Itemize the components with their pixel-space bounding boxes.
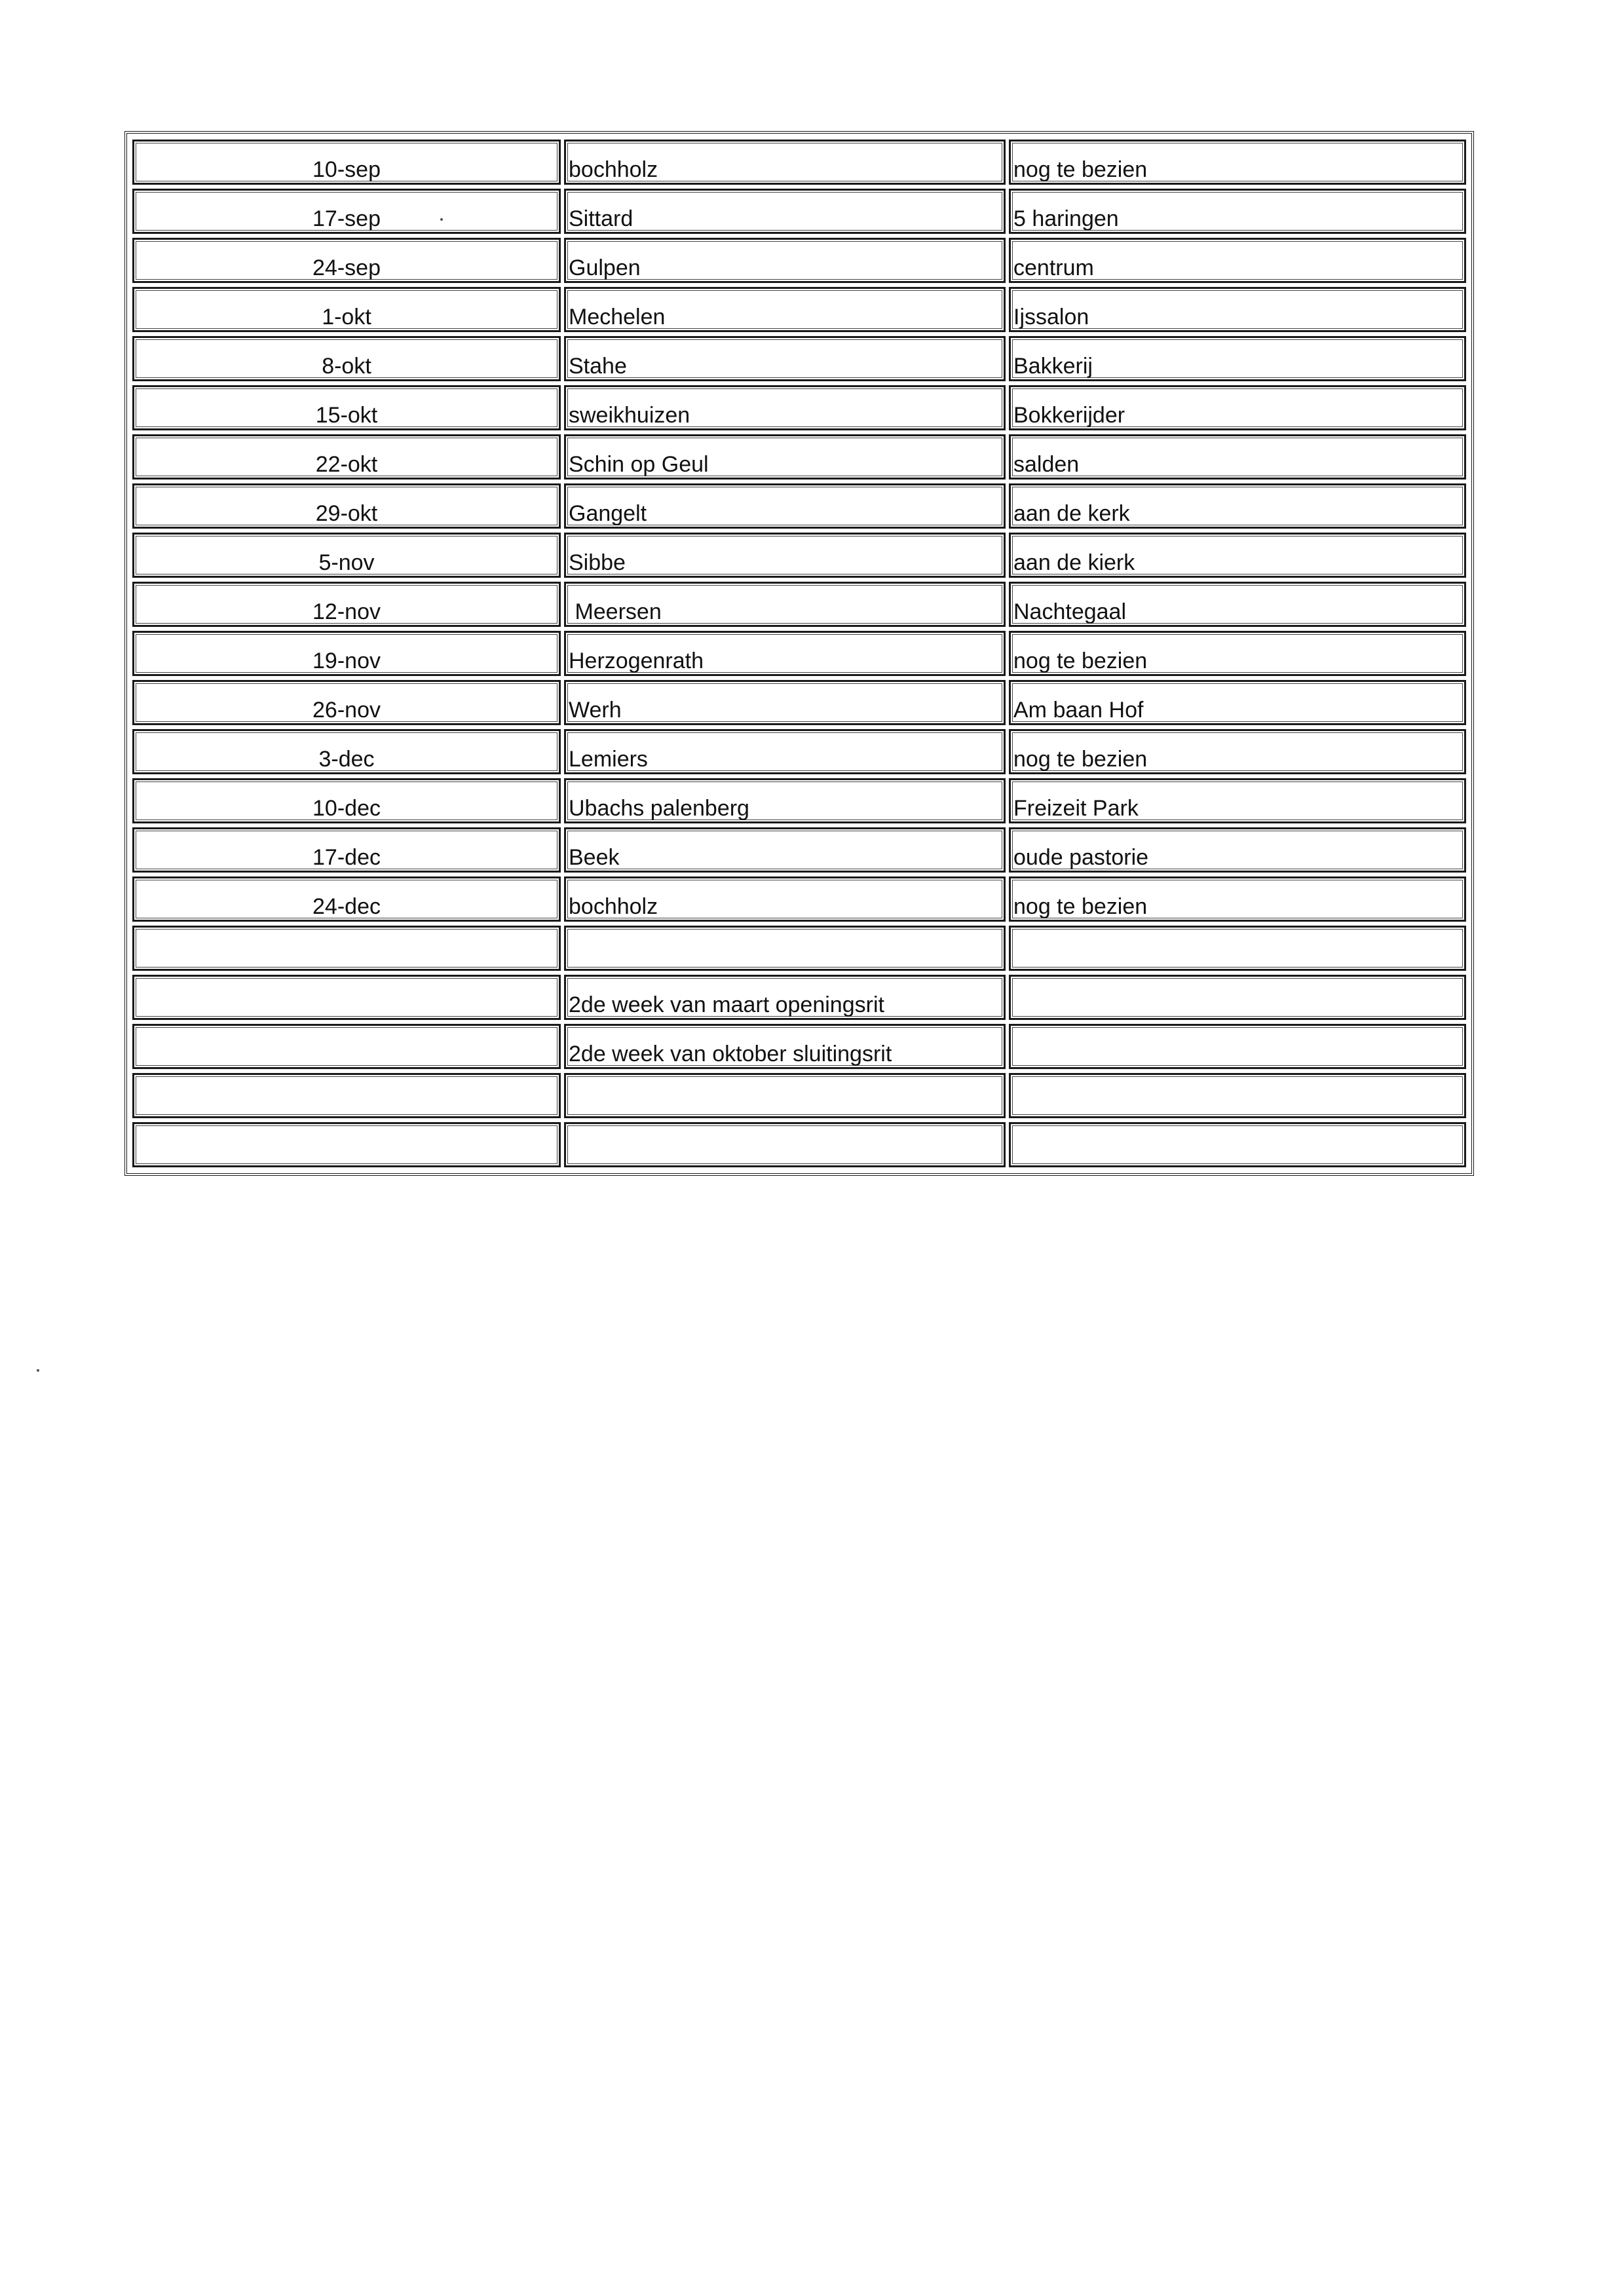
location-cell: 5 haringen: [1009, 189, 1466, 234]
table-row: [132, 827, 1466, 873]
table-row: [132, 876, 1466, 922]
location-cell: nog te bezien: [1009, 631, 1466, 676]
location-cell: salden: [1009, 434, 1466, 480]
table-row: [132, 533, 1466, 578]
location-cell: oude pastorie: [1009, 827, 1466, 873]
date-cell: 22-okt: [132, 434, 561, 480]
location-cell: nog te bezien: [1009, 729, 1466, 774]
date-cell: [132, 926, 561, 971]
date-cell: 24-sep: [132, 238, 561, 283]
date-cell: 10-dec: [132, 778, 561, 823]
location-cell: aan de kerk: [1009, 483, 1466, 529]
location-cell: Bakkerij: [1009, 336, 1466, 381]
place-cell: Beek: [564, 827, 1006, 873]
table-row: [132, 483, 1466, 529]
place-cell: Ubachs palenberg: [564, 778, 1006, 823]
table-row: [132, 1122, 1466, 1167]
date-cell: [132, 975, 561, 1020]
date-cell: [132, 1073, 561, 1118]
place-cell: Stahe: [564, 336, 1006, 381]
place-cell: bochholz: [564, 140, 1006, 185]
table-row: [132, 975, 1466, 1020]
place-cell: Sibbe: [564, 533, 1006, 578]
place-cell: bochholz: [564, 876, 1006, 922]
table-row: [132, 140, 1466, 185]
place-cell: Sittard: [564, 189, 1006, 234]
table-row: [132, 336, 1466, 381]
place-cell: 2de week van maart openingsrit: [564, 975, 1006, 1020]
place-cell: Gangelt: [564, 483, 1006, 529]
place-cell: [564, 926, 1006, 971]
place-cell: [564, 1073, 1006, 1118]
location-cell: [1009, 1122, 1466, 1167]
table-row: [132, 1073, 1466, 1118]
table-row: [132, 778, 1466, 823]
place-cell: Meersen: [564, 582, 1006, 627]
date-cell: 17-dec: [132, 827, 561, 873]
table-row: [132, 434, 1466, 480]
date-cell: 19-nov: [132, 631, 561, 676]
place-cell: Lemiers: [564, 729, 1006, 774]
scan-speck: [440, 218, 443, 221]
location-cell: Bokkerijder: [1009, 385, 1466, 430]
location-cell: Freizeit Park: [1009, 778, 1466, 823]
table-row: [132, 631, 1466, 676]
date-cell: 26-nov: [132, 680, 561, 725]
schedule-table: [129, 136, 1469, 1171]
date-cell: 15-okt: [132, 385, 561, 430]
place-cell: [564, 1122, 1006, 1167]
place-cell: Herzogenrath: [564, 631, 1006, 676]
table-row: [132, 385, 1466, 430]
location-cell: Am baan Hof: [1009, 680, 1466, 725]
place-cell: Schin op Geul: [564, 434, 1006, 480]
date-cell: 3-dec: [132, 729, 561, 774]
location-cell: nog te bezien: [1009, 876, 1466, 922]
schedule-table-body: [132, 140, 1466, 1167]
location-cell: centrum: [1009, 238, 1466, 283]
location-cell: Nachtegaal: [1009, 582, 1466, 627]
date-cell: 29-okt: [132, 483, 561, 529]
date-cell: [132, 1122, 561, 1167]
place-cell: Gulpen: [564, 238, 1006, 283]
date-cell: 1-okt: [132, 287, 561, 332]
place-cell: Mechelen: [564, 287, 1006, 332]
table-row: [132, 287, 1466, 332]
place-cell: sweikhuizen: [564, 385, 1006, 430]
location-cell: nog te bezien: [1009, 140, 1466, 185]
table-row: [132, 238, 1466, 283]
place-cell: 2de week van oktober sluitingsrit: [564, 1024, 1006, 1069]
date-cell: 24-dec: [132, 876, 561, 922]
location-cell: aan de kierk: [1009, 533, 1466, 578]
date-cell: 12-nov: [132, 582, 561, 627]
schedule-table-frame: [124, 131, 1474, 1176]
table-row: [132, 729, 1466, 774]
date-cell: [132, 1024, 561, 1069]
location-cell: Ijssalon: [1009, 287, 1466, 332]
table-row: [132, 1024, 1466, 1069]
location-cell: [1009, 926, 1466, 971]
location-cell: [1009, 1024, 1466, 1069]
date-cell: 8-okt: [132, 336, 561, 381]
date-cell: 5-nov: [132, 533, 561, 578]
location-cell: [1009, 1073, 1466, 1118]
date-cell: 10-sep: [132, 140, 561, 185]
table-row: [132, 582, 1466, 627]
place-cell: Werh: [564, 680, 1006, 725]
location-cell: [1009, 975, 1466, 1020]
table-row: [132, 680, 1466, 725]
table-row: [132, 926, 1466, 971]
scan-speck: [37, 1369, 39, 1372]
date-cell: 17-sep: [132, 189, 561, 234]
table-row: [132, 189, 1466, 234]
